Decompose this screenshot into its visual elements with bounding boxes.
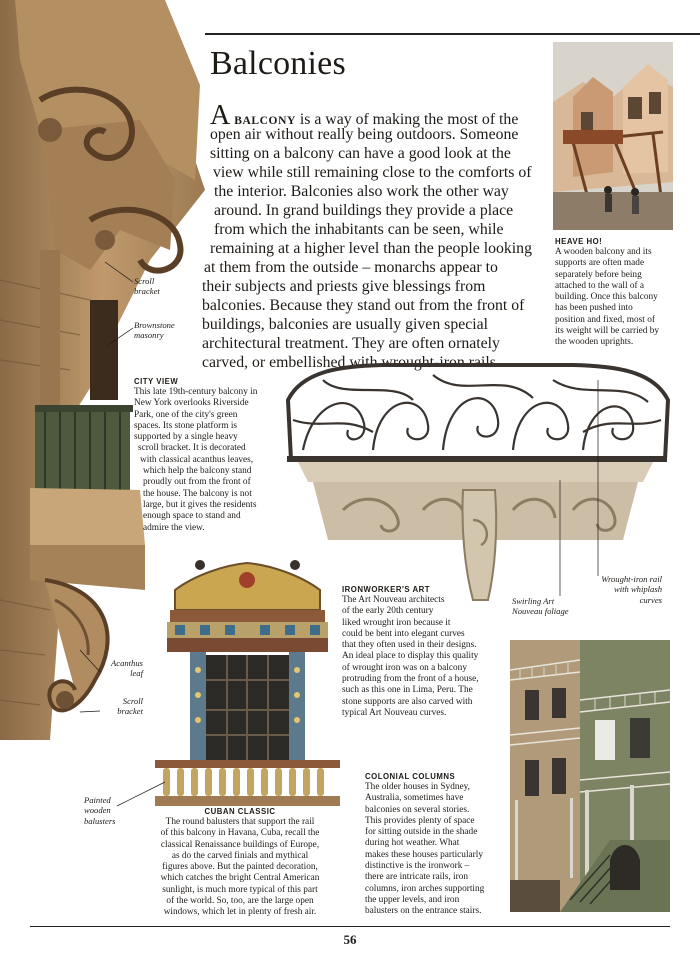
intro-line-13: architectural treatment. They are often ornately bbox=[202, 335, 500, 352]
pointer-acanthus bbox=[80, 650, 100, 672]
pointer-painted-balusters bbox=[117, 782, 165, 806]
intro-line-5: the interior. Balconies also work the other way bbox=[214, 183, 509, 200]
heave-ho-caption: HEAVE HO! A wooden balcony and its supports are often made separately before being attached to the wall of a building. Once this balcony has been pushed into position and fixed, most of its weight will be carried by the wooden uprights. bbox=[555, 237, 660, 348]
intro-lead-word: BALCONY bbox=[234, 115, 296, 127]
page-title: Balconies bbox=[210, 45, 346, 82]
intro-line-8: remaining at a higher level than the people looking bbox=[210, 240, 532, 257]
intro-line-14: carved, or embellished with wrought-iron rails. bbox=[202, 354, 500, 371]
intro-line-6: around. In grand buildings they provide a place bbox=[214, 202, 514, 219]
intro-line-1: A BALCONY is a way of making the most of the bbox=[210, 100, 519, 131]
intro-line-7: from which the inhabitants can be seen, while bbox=[214, 221, 504, 238]
intro-line-3: sitting on a balcony can have a good look at the bbox=[210, 145, 511, 162]
intro-line-2: open air without really being outdoors. Someone bbox=[210, 126, 519, 143]
heave-ho-heading: HEAVE HO! bbox=[555, 237, 603, 246]
colonial-columns-heading: COLONIAL COLUMNS bbox=[365, 772, 456, 781]
pointer-scroll-bracket-top bbox=[105, 262, 133, 282]
intro-line-4: view while still remaining close to the comforts of bbox=[213, 164, 532, 181]
ironworker-caption: IRONWORKER'S ART The Art Nouveau architects of the early 20th century liked wrought iron because it could be bent into elegant curves that they often used in their designs. An ideal place to display this quality of wrought iron was on a balcony protruding from the front of a house, such as this one in Lima, Peru. The stone supports are also carved with typical Art Nouveau curves. bbox=[342, 585, 479, 718]
label-scroll-bracket-top: Scroll bracket bbox=[134, 276, 160, 297]
label-swirling-art: Swirling Art Nouveau foliage bbox=[512, 596, 569, 617]
colonial-columns-caption: COLONIAL COLUMNS The older houses in Sydney, Australia, sometimes have balconies on several stories. This provides plenty of space for sitting outside in the shade during hot weather. What makes these houses particularly distinctive is the ironwork – there are intricate rails, iron columns, iron arches supporting the upper levels, and iron balusters on the entrance stairs. bbox=[365, 772, 485, 917]
label-acanthus: Acanthus leaf bbox=[111, 658, 143, 679]
ironworker-heading: IRONWORKER'S ART bbox=[342, 585, 430, 594]
city-view-caption: CITY VIEW This late 19th-century balcony in New York overlooks Riverside Park, one of the city's green spaces. Its stone platform is supported by a single heavy scroll bracket. It is decorated with classical acanthus leaves, which help the balcony stand proudly out from the front of the house. The balcony is not large, but it gives the residents enough space to stand and admire the view. bbox=[134, 377, 258, 533]
label-scroll-bracket-bottom: Scroll bracket bbox=[117, 696, 143, 717]
page-number: 56 bbox=[343, 932, 357, 947]
city-view-heading: CITY VIEW bbox=[134, 377, 179, 386]
cuban-classic-caption: CUBAN CLASSIC The round balusters that support the rail of this balcony in Havana, Cuba, recall the classical Renaissance buildings of Europe, as do the carved finials and mythical figures above. But the painted decoration, which catches the bright Central American sunlight, is much more typical of this part of the world. So, too, are the large open windows, which let in plenty of fresh air. bbox=[150, 806, 330, 919]
intro-line-11: balconies. Because they stand out from the front of bbox=[202, 297, 525, 314]
label-painted-balusters: Painted wooden balusters bbox=[84, 795, 116, 826]
intro-drop-cap: A bbox=[210, 100, 231, 131]
pointer-brownstone bbox=[108, 328, 133, 345]
intro-line-9: at them from the outside – monarchs appear to bbox=[204, 259, 498, 276]
intro-line-10: their subjects and priests give blessings from bbox=[202, 278, 486, 295]
label-brownstone: Brownstone masonry bbox=[134, 320, 175, 341]
cuban-classic-heading: CUBAN CLASSIC bbox=[204, 807, 276, 816]
intro-line-12: buildings, balconies are usually given special bbox=[202, 316, 489, 333]
pointer-scroll-bracket-bottom bbox=[80, 711, 100, 712]
label-wrought-iron-rail: Wrought-iron rail with whiplash curves bbox=[601, 574, 662, 605]
